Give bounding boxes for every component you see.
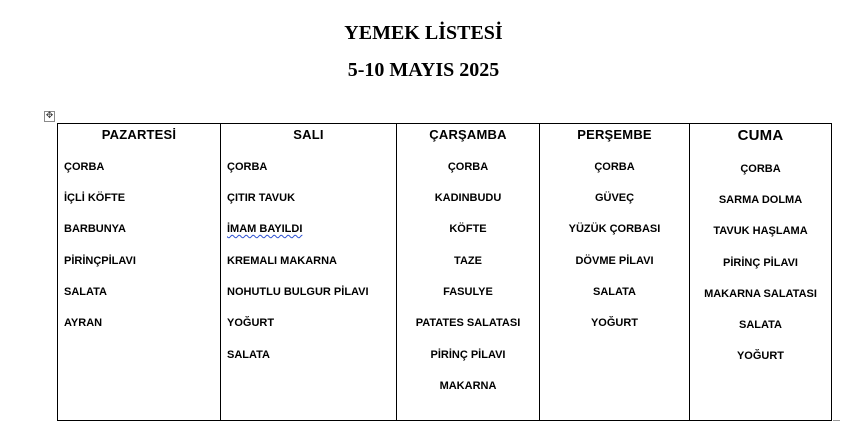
day-column-monday [58, 124, 221, 420]
meal-item: YOĞURT [590, 317, 639, 329]
meal-item: KREMALI MAKARNA [227, 255, 337, 267]
meal-item: ÇORBA [594, 161, 635, 173]
meal-item: SALATA [593, 286, 636, 298]
meal-item: PATATES SALATASI [415, 317, 521, 329]
meal-item: DÖVME PİLAVI [575, 255, 654, 267]
meal-item: SALATA [227, 349, 270, 361]
meal-item: GÜVEÇ [594, 192, 635, 204]
meal-item: SALATA [739, 319, 782, 331]
day-column-wednesday [397, 124, 540, 420]
meal-item: AYRAN [64, 317, 103, 329]
day-column-friday [690, 124, 831, 420]
meal-item: PİRİNÇPİLAVI [64, 255, 136, 267]
day-header: PAZARTESİ [101, 127, 177, 142]
meal-item: KÖFTE [449, 223, 487, 235]
table-resize-handle[interactable] [833, 420, 840, 425]
meal-item: FASULYE [443, 286, 493, 298]
meal-item: İÇLİ KÖFTE [64, 192, 126, 204]
meal-item: BARBUNYA [64, 223, 126, 235]
meal-item: ÇORBA [64, 161, 105, 173]
meal-item: ÇORBA [227, 161, 268, 173]
day-header: ÇARŞAMBA [429, 127, 507, 142]
document-title: YEMEK LİSTESİ [344, 22, 503, 44]
meal-item: YOĞURT [736, 350, 785, 362]
meal-item: YOĞURT [227, 317, 275, 329]
meal-item: YÜZÜK ÇORBASI [568, 223, 661, 235]
meal-item: NOHUTLU BULGUR PİLAVI [227, 286, 369, 298]
meal-item: TAVUK HAŞLAMA [713, 225, 808, 237]
document-subtitle: 5-10 MAYIS 2025 [347, 59, 500, 81]
day-header: CUMA [737, 127, 784, 144]
meal-item: ÇITIR TAVUK [227, 192, 296, 204]
meal-item: ÇORBA [447, 161, 489, 173]
table-move-handle-icon[interactable]: ✥ [45, 111, 54, 121]
day-column-tuesday [221, 124, 397, 420]
meal-item: SARMA DOLMA [718, 194, 803, 206]
meal-item: TAZE [454, 255, 482, 267]
day-column-thursday [540, 124, 690, 420]
meal-item: PİRİNÇ PİLAVI [430, 349, 506, 361]
meal-item: MAKARNA [439, 380, 497, 392]
meal-item: ÇORBA [740, 163, 781, 175]
day-header: SALI [293, 127, 324, 142]
day-header: PERŞEMBE [577, 127, 652, 142]
meal-item: MAKARNA SALATASI [704, 288, 817, 300]
meal-item: PİRİNÇ PİLAVI [723, 257, 798, 269]
meal-item: SALATA [64, 286, 107, 298]
meal-item-spellcheck-flagged: İMAM BAYILDI [227, 223, 303, 235]
meal-table [57, 123, 832, 421]
meal-item: KADINBUDU [434, 192, 502, 204]
